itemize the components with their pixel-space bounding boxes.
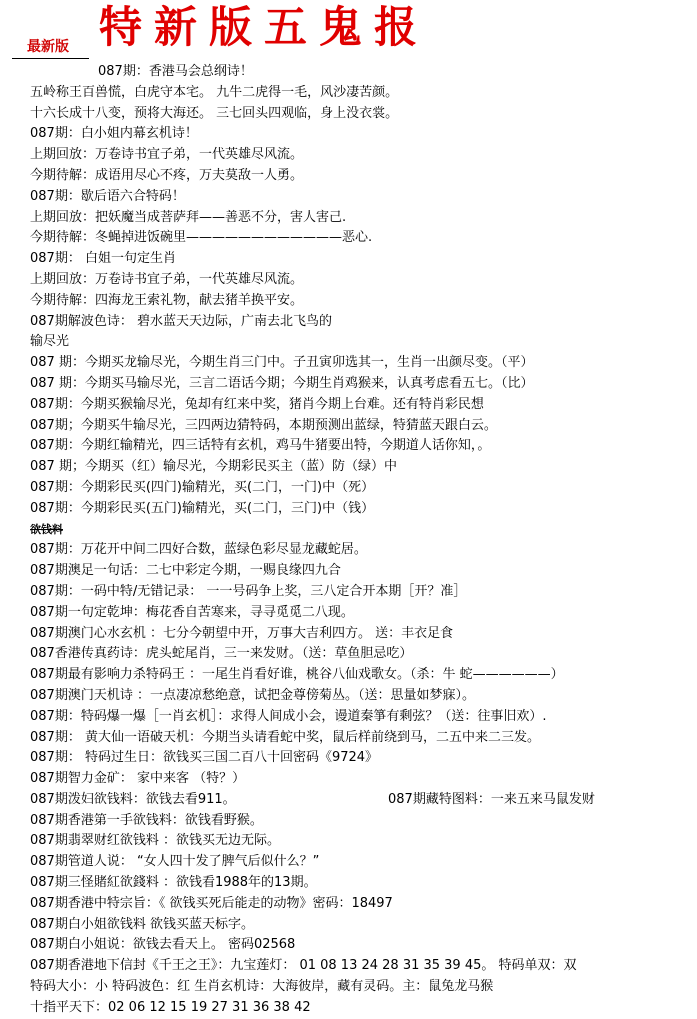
text-line: 087期澳门天机诗 ：一点凄凉愁绝意，试把金尊傍菊丛。（送：思量如梦寐）。 [30, 687, 475, 703]
text-line: 087 期；今期买（红）输尽光，今期彩民买主（蓝）防（绿）中 [30, 459, 397, 475]
text-line: 087香港传真药诗：虎头蛇尾肖，三一来发财。（送：草鱼胆忌吃） [30, 646, 413, 662]
text-line: 今期待解：成语用尽心不疼，万夫莫敌一人勇。 [30, 167, 304, 183]
text-line: 087期智力金矿： 家中来客 （特？） [30, 771, 246, 787]
text-line: 087期香港地下信封《千王之王》：九宝莲灯： 01 08 13 24 28 31 35 39 45。 特码单双：双 [30, 958, 577, 974]
text-line: 087期：白小姐内幕玄机诗！ [30, 126, 198, 142]
text-line: 十六长成十八变，预将大海还。 三七回头四观临，身上没衣裳。 [30, 105, 399, 121]
text-line: 五岭称王百兽慌，白虎守本宅。 九牛二虎得一毛，风沙凄苦颜。 [30, 84, 399, 100]
header [0, 0, 697, 66]
text-line: 今期待解：冬蝇掉进饭碗里————————————恶心. [30, 230, 373, 246]
text-line: 特码大小：小 特码波色：红 生肖玄机诗：大海彼岸，藏有灵码。主：鼠兔龙马猴 [30, 979, 494, 995]
text-line: 087期翡翠财红欲钱料 ：欲钱买无边无际。 [30, 833, 280, 849]
text-line: 087期： 白姐一句定生肖 [30, 251, 176, 267]
struck-label: 欲钱料 [30, 522, 63, 536]
text-segment: 087期泼妇欲钱料：欲钱去看911。 [30, 791, 236, 807]
text-line: 087期香港第一手欲钱料：欲钱看野猴。 [30, 812, 263, 828]
text-line: 输尽光 [30, 334, 70, 350]
text-line: 087期三怪賭紅欲錢料 ：欲钱看1988年的13期。 [30, 875, 317, 891]
text-line: 087期：今期红输精光，四三话特有玄机，鸡马牛猪要出特，今期道人话你知，。 [30, 438, 491, 454]
text-line: 087期澳足一句话：二七中彩定今期，一赐良缘四九合 [30, 563, 341, 579]
text-line: 087期最有影响力杀特码王 ：一尾生肖看好谁，桃谷八仙戏歌女。（杀：牛 蛇——————） [30, 667, 564, 683]
text-line: 087期澳门心水玄机 ：七分今朝望中开，万事大吉利四方。 送：丰衣足食 [30, 625, 454, 641]
text-line: 087期：一码中特/无错记录： 一一号码争上奖，三八定合开本期［开？准］ [30, 583, 467, 599]
text-line: 今期待解：四海龙王索礼物，献去猪羊换平安。 [30, 292, 304, 308]
text-line: 087期；今期买牛输尽光，三四两边猜特码，本期预测出蓝绿，特猜蓝天跟白云。 [30, 417, 497, 433]
text-line: 087期：今期彩民买(四门)输精光，买(二门，一门)中（死） [30, 479, 375, 495]
text-line: 上期回放：把妖魔当成菩萨拜——善恶不分，害人害己. [30, 209, 347, 225]
text-line: 087期管道人说： “女人四十发了脾气后似什么？” [30, 854, 320, 870]
text-line: 上期回放：万卷诗书宜子弟，一代英雄尽风流。 [30, 147, 304, 163]
text-line: 087期白小姐说：欲钱去看天上。 密码02568 [30, 937, 296, 953]
text-line: 087期白小姐欲钱料 欲钱买蓝天标字。 [30, 916, 254, 932]
text-line: 087期：歇后语六合特码！ [30, 188, 185, 204]
text-line: 087期：今期买猴输尽光，兔却有红来中奖，猪肖今期上台难。还有特肖彩民想 [30, 396, 484, 412]
text-line: 087期：今期彩民买(五门)输精光，买(二门，三门)中（钱） [30, 500, 375, 516]
text-line: 087期： 黄大仙一语破天机：今期当头请看蛇中奖，鼠后样前绕到马，二五中来二三发。 [30, 729, 540, 745]
text-line: 087期：香港马会总纲诗！ [98, 64, 253, 79]
text-line [30, 790, 695, 811]
side-note: 087期藏特图料：一来五来马鼠发财 [388, 791, 595, 807]
text-line: 十指平天下：02 06 12 15 19 27 31 36 38 42 [30, 999, 311, 1015]
text-line: 087期：万花开中间二四好合数，蓝绿色彩尽显龙藏蛇居。 [30, 542, 367, 558]
text-line: 087期香港中特宗旨：《 欲钱买死后能走的动物》密码：18497 [30, 895, 393, 911]
text-line: 上期回放：万卷诗书宜子弟，一代英雄尽风流。 [30, 271, 304, 287]
text-line: 087期： 特码过生日：欲钱买三国二百八十回密码《9724》 [30, 750, 379, 766]
badge-underline [12, 58, 89, 59]
text-line: 087 期：今期买马输尽光，三言二语话今期；今期生肖鸡猴来，认真考虑看五七。（比） [30, 375, 534, 391]
edition-badge: 最新版 [27, 39, 69, 55]
text-line: 087期：特码爆一爆［一肖玄机］：求得人间成小会，谩道秦箏有剩弦？（送：往事旧欢）. [30, 708, 547, 724]
page-title: 特新版五鬼报 [99, 3, 429, 53]
article-body [30, 62, 695, 1019]
text-line: 087期一句定乾坤：梅花香自苦寒来，寻寻觅觅二八现。 [30, 604, 354, 620]
text-line: 087 期：今期买龙输尽光，今期生肖三门中。子丑寅卯选其一，生肖一出颜尽变。（平） [30, 355, 534, 371]
text-line: 087期解波色诗： 碧水蓝天天边际，广南去北飞鸟的 [30, 313, 332, 329]
